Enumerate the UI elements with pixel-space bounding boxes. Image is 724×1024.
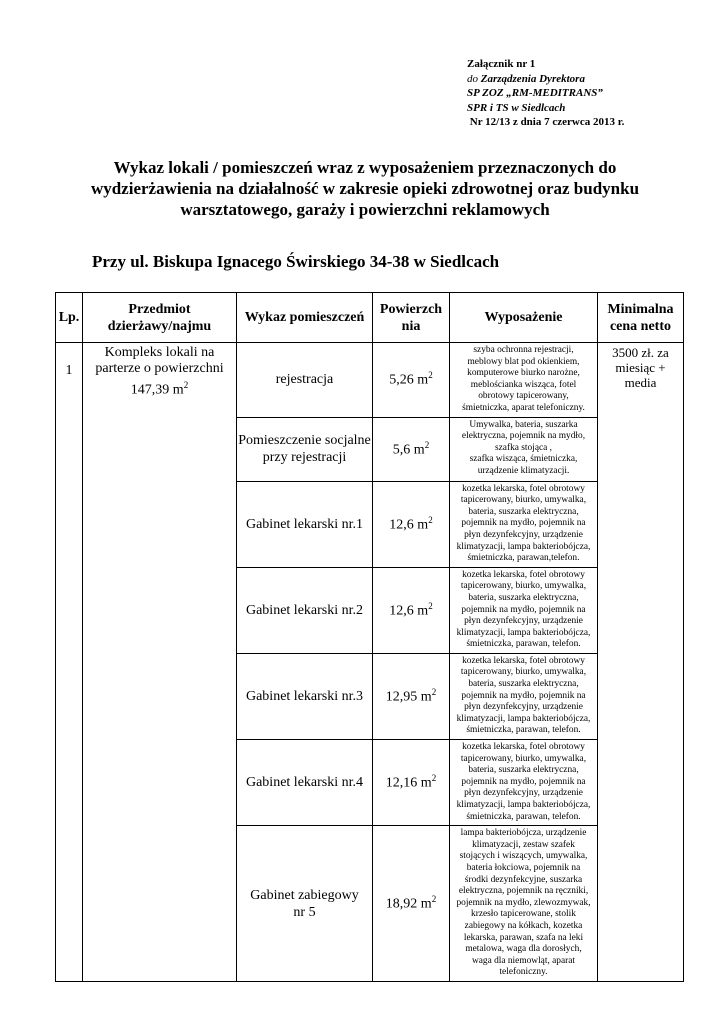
room-area	[373, 417, 450, 481]
room-area	[373, 567, 450, 653]
header-area: Powierzch nia	[373, 293, 450, 343]
header-rooms: Wykaz pomieszczeń	[237, 293, 373, 343]
subject-sup: 2	[183, 380, 189, 390]
area-unit-sup: 2	[428, 600, 433, 611]
header-equipment: Wyposażenie	[450, 293, 598, 343]
area-value: 12,6 m	[389, 603, 429, 619]
table-header-row	[56, 293, 684, 343]
room-area	[373, 740, 450, 826]
area-value: 12,95 m	[385, 689, 432, 705]
equipment-cell: szyba ochronna rejestracji, meblowy blat pod okienkiem, komputerowe biurko narożne, meblościanka wisząca, fotel obrotowy tapicerowany, śmietniczka, aparat telefoniczny.	[450, 343, 598, 418]
area-value: 18,92 m	[385, 896, 432, 912]
annex-order-prefix: do	[467, 72, 481, 85]
room-area	[373, 826, 450, 982]
subject-text: Kompleks lokali na parterze o powierzchni 147,39 m	[95, 345, 224, 398]
annex-order	[467, 72, 624, 87]
row-number: 1	[56, 343, 83, 982]
room-name: Pomieszczenie socjalne przy rejestracji	[237, 417, 373, 481]
annex-number: Załącznik nr 1	[467, 58, 536, 70]
equipment-cell: kozetka lekarska, fotel obrotowy tapicerowany, biurko, umywalka, bateria, suszarka elektryczna, pojemnik na mydło, pojemnik na płyn dezynfekcyjny, urządzenie klimatyzacji, lampa bakteriobójcza, śmietniczka, parawan, telefon.	[450, 740, 598, 826]
annex-date: Nr 12/13 z dnia 7 czerwca 2013 r.	[467, 116, 625, 129]
room-area	[373, 343, 450, 418]
area-unit-sup: 2	[424, 439, 430, 450]
room-name: Gabinet lekarski nr.4	[237, 740, 373, 826]
area-value: 12,16 m	[385, 775, 432, 791]
header-price: Minimalna cena netto	[598, 293, 684, 343]
area-unit-sup: 2	[431, 687, 437, 698]
area-unit-sup: 2	[428, 370, 433, 381]
subject-cell	[83, 343, 237, 982]
equipment-cell: kozetka lekarska, fotel obrotowy tapicerowany, biurko, umywalka, bateria, suszarka elektryczna, pojemnik na mydło, pojemnik na płyn dezynfekcyjny, urządzenie klimatyzacji, lampa bakteriobójcza, śmietniczka, parawan, telefon.	[450, 567, 598, 653]
area-value: 5,6 m	[392, 442, 425, 458]
area-unit-sup: 2	[428, 514, 433, 525]
room-name: rejestracja	[237, 343, 373, 418]
table-row	[56, 343, 684, 418]
address-heading: Przy ul. Biskupa Ignacego Świrskiego 34-38 w Siedlcach	[92, 252, 500, 271]
annex-city: SPR i TS w Siedlcach	[467, 101, 566, 114]
room-name: Gabinet lekarski nr.1	[237, 481, 373, 567]
area-value: 12,6 m	[389, 517, 429, 533]
annex-header	[467, 57, 624, 130]
area-unit-sup: 2	[431, 894, 437, 905]
equipment-cell: Umywalka, bateria, suszarka elektryczna, pojemnik na mydło, szafka stojąca , szafka wisząca, śmietniczka, urządzenie klimatyzacji.	[450, 417, 598, 481]
room-name: Gabinet lekarski nr.2	[237, 567, 373, 653]
room-area	[373, 653, 450, 739]
header-subject: Przedmiot dzierżawy/najmu	[83, 293, 237, 343]
annex-institution: SP ZOZ „RM-MEDITRANS”	[467, 87, 603, 100]
room-area	[373, 481, 450, 567]
room-name: Gabinet zabiegowy nr 5	[237, 826, 373, 982]
header-lp: Lp.	[56, 293, 83, 343]
document-title: Wykaz lokali / pomieszczeń wraz z wyposażeniem przeznaczonych do wydzierżawienia na działalność w zakresie opieki zdrowotnej oraz budynku warsztatowego, garaży i powierzchni reklamowych	[90, 158, 640, 219]
equipment-cell: lampa bakteriobójcza, urządzenie klimatyzacji, zestaw szafek stojących i wiszących, umywalka, bateria łokciowa, pojemnik na środki dezynfekcyjne, suszarka elektryczna, pojemnik na ręczniki, pojemnik na mydło, zlewozmywak, krzesło tapicerowane, stolik zabiegowy na kółkach, kozetka lekarska, parawan, szafa na leki metalowa, waga dla dorosłych, waga dla niemowląt, aparat telefoniczny.	[450, 826, 598, 982]
price-cell: 3500 zł. za miesiąc + media	[598, 343, 684, 982]
area-unit-sup: 2	[431, 773, 437, 784]
equipment-cell: kozetka lekarska, fotel obrotowy tapicerowany, biurko, umywalka, bateria, suszarka elektryczna, pojemnik na mydło, pojemnik na płyn dezynfekcyjny, urządzenie klimatyzacji, lampa bakteriobójcza, śmietniczka, parawan,telefon.	[450, 481, 598, 567]
annex-order-main: Zarządzenia Dyrektora	[480, 72, 585, 85]
room-name: Gabinet lekarski nr.3	[237, 653, 373, 739]
equipment-cell: kozetka lekarska, fotel obrotowy tapicerowany, biurko, umywalka, bateria, suszarka elektryczna, pojemnik na mydło, pojemnik na płyn dezynfekcyjny, urządzenie klimatyzacji, lampa bakteriobójcza, śmietniczka, parawan, telefon.	[450, 653, 598, 739]
area-value: 5,26 m	[389, 373, 429, 389]
premises-table	[55, 292, 684, 982]
